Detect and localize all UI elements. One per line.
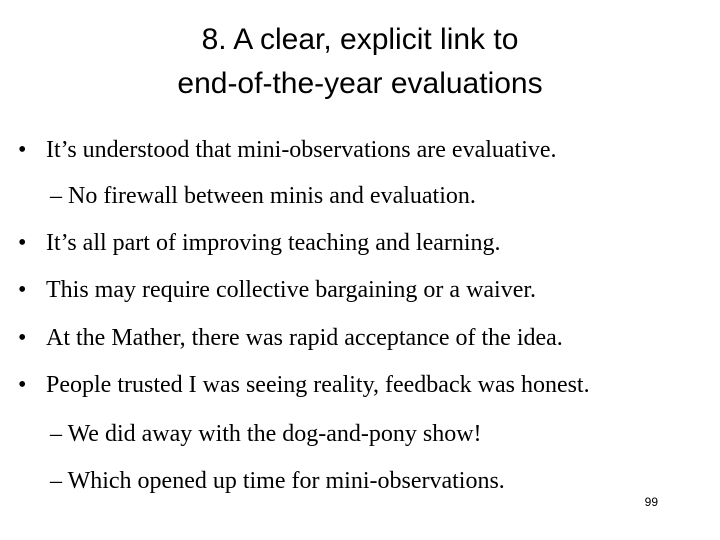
sub-bullet-text: – Which opened up time for mini-observations.: [50, 468, 505, 494]
bullet-text: It’s all part of improving teaching and learning.: [46, 230, 501, 256]
bullet-text: At the Mather, there was rapid acceptance of the idea.: [46, 325, 563, 351]
sub-bullet-text: – We did away with the dog-and-pony show!: [50, 421, 482, 447]
slide-title-line-2: end-of-the-year evaluations: [177, 67, 543, 100]
page-number: 99: [644, 495, 658, 509]
bullet-marker: •: [18, 137, 27, 163]
bullet-item: [18, 229, 501, 257]
bullet-item: [18, 324, 563, 352]
bullet-item: [18, 136, 557, 164]
bullet-text: It’s understood that mini-observations are evaluative.: [46, 137, 557, 163]
bullet-marker: •: [18, 230, 27, 256]
sub-bullet-item: [50, 420, 482, 448]
bullet-text: People trusted I was seeing reality, feedback was honest.: [46, 372, 590, 398]
sub-bullet-item: [50, 182, 476, 210]
sub-bullet-item: [50, 467, 505, 495]
bullet-marker: •: [18, 277, 27, 303]
bullet-marker: •: [18, 325, 27, 351]
slide-title-line-1: 8. A clear, explicit link to: [201, 23, 519, 56]
bullet-marker: •: [18, 372, 27, 398]
bullet-item: [18, 371, 590, 399]
slide-title: [0, 18, 720, 106]
bullet-text: This may require collective bargaining or a waiver.: [46, 277, 537, 303]
sub-bullet-text: – No firewall between minis and evaluation.: [50, 183, 476, 209]
bullet-item: [18, 276, 536, 304]
